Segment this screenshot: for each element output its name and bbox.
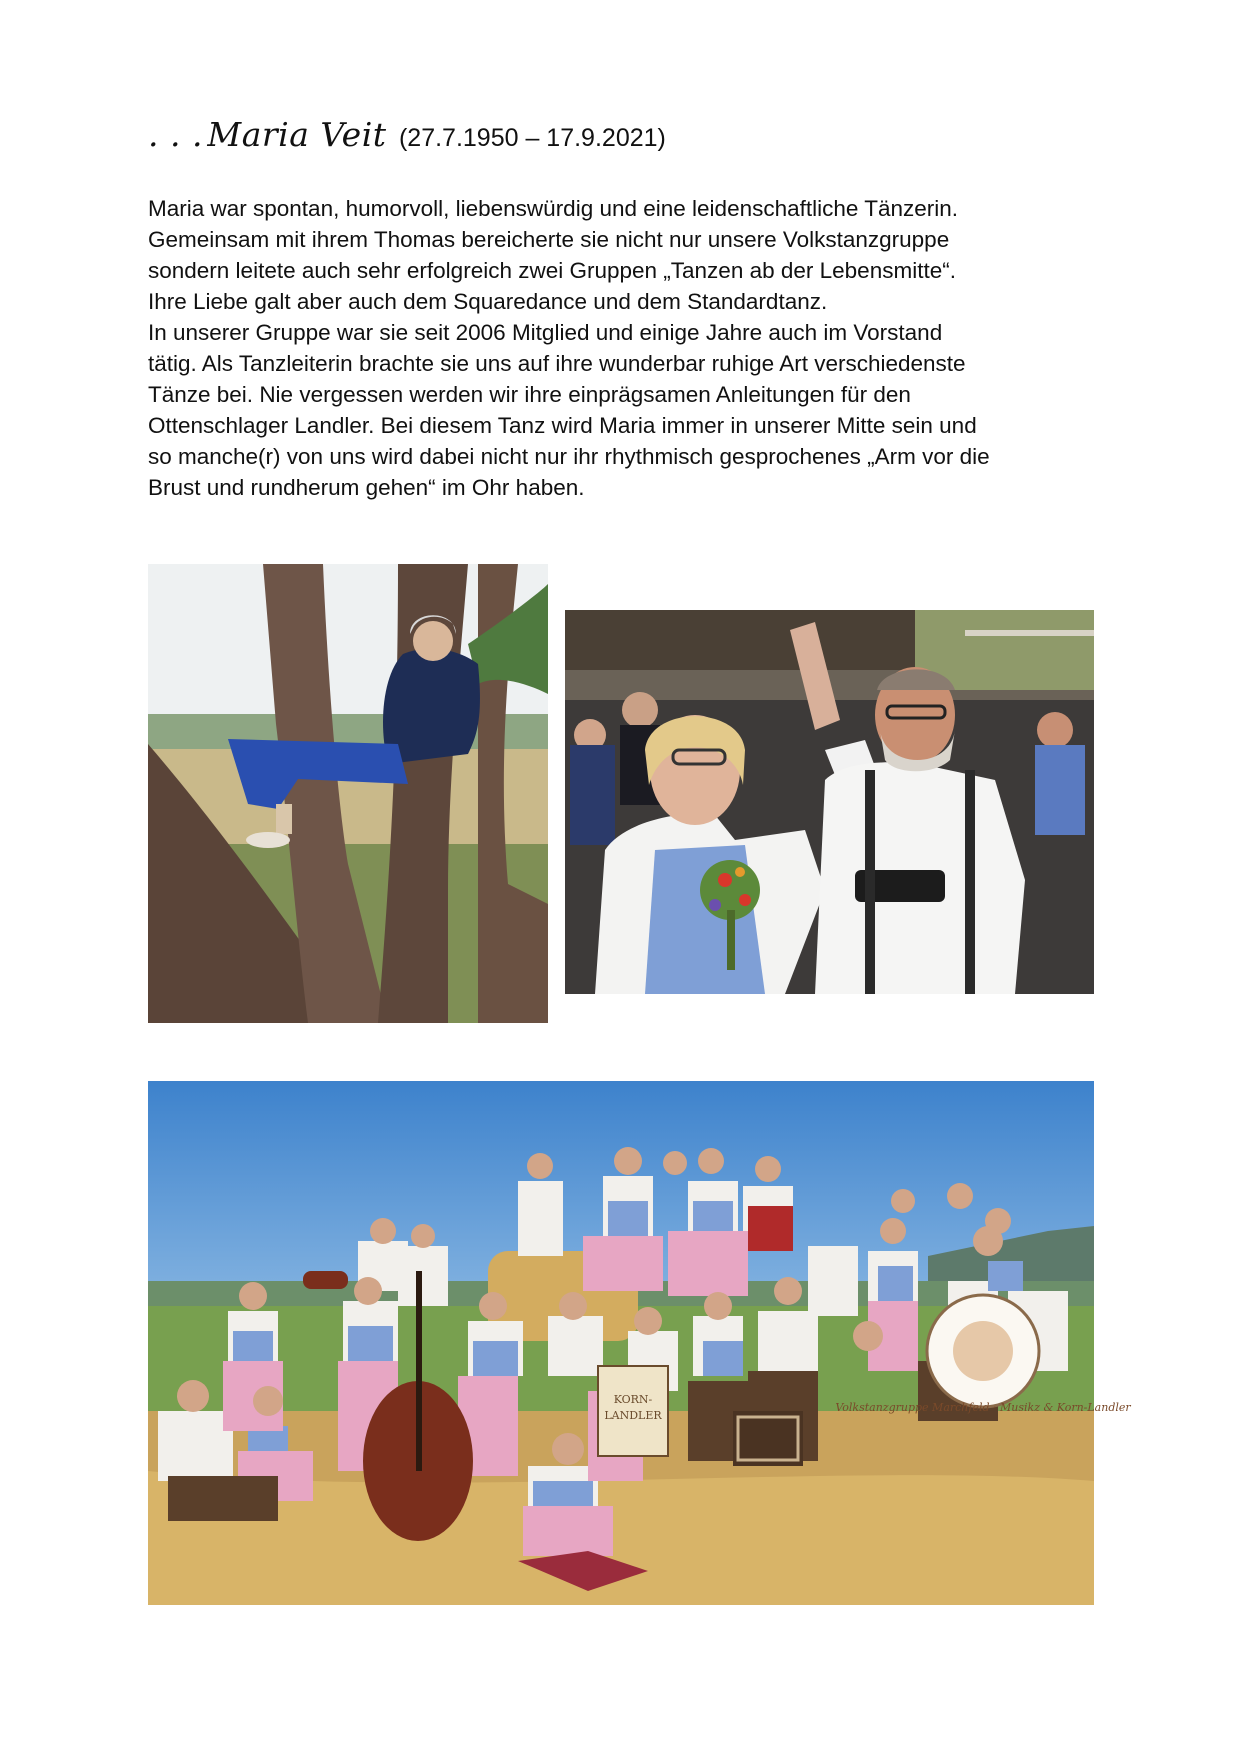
sign-line-1: KORN- bbox=[613, 1393, 653, 1406]
text-line: so manche(r) von uns wird dabei nicht nur ihr rhythmisch gesprochenes „Arm vor die bbox=[148, 444, 990, 469]
text-line: Gemeinsam mit ihrem Thomas bereicherte sie nicht nur unsere Volkstanzgruppe bbox=[148, 227, 950, 252]
photo-woman-in-tree bbox=[148, 564, 548, 1023]
text-line: Maria war spontan, humorvoll, liebenswürdig und eine leidenschaftliche Tänzerin. bbox=[148, 196, 959, 221]
text-line: Brust und rundherum gehen“ im Ohr haben. bbox=[148, 475, 585, 500]
text-line: tätig. Als Tanzleiterin brachte sie uns auf ihre wunderbar ruhige Art verschiedenste bbox=[148, 351, 966, 376]
text-line: sondern leitete auch sehr erfolgreich zwei Gruppen „Tanzen ab der Lebensmitte“. bbox=[148, 258, 956, 283]
memorial-text bbox=[148, 193, 1094, 503]
text-line: Tänze bei. Nie vergessen werden wir ihre einprägsamen Anleitungen für den bbox=[148, 382, 911, 407]
text-line: Ottenschlager Landler. Bei diesem Tanz wird Maria immer in unserer Mitte sein und bbox=[148, 413, 977, 438]
text-line: In unserer Gruppe war sie seit 2006 Mitglied und einige Jahre auch im Vorstand bbox=[148, 320, 943, 345]
text-line: Ihre Liebe galt aber auch dem Squaredance und dem Standardtanz. bbox=[148, 289, 828, 314]
memorial-heading bbox=[148, 115, 666, 154]
sign-line-2: LANDLER bbox=[604, 1409, 662, 1422]
drum-label: Volkstanzgruppe Marchfeld · Musikz & Korn-Landler bbox=[835, 1401, 1131, 1414]
photo-dancing-couple bbox=[565, 610, 1094, 994]
photo-folk-dance-group bbox=[148, 1081, 1131, 1605]
heading-dates: (27.7.1950 – 17.9.2021) bbox=[398, 124, 666, 152]
heading-prefix: . . . bbox=[148, 115, 203, 154]
heading-name: Maria Veit bbox=[207, 115, 387, 154]
